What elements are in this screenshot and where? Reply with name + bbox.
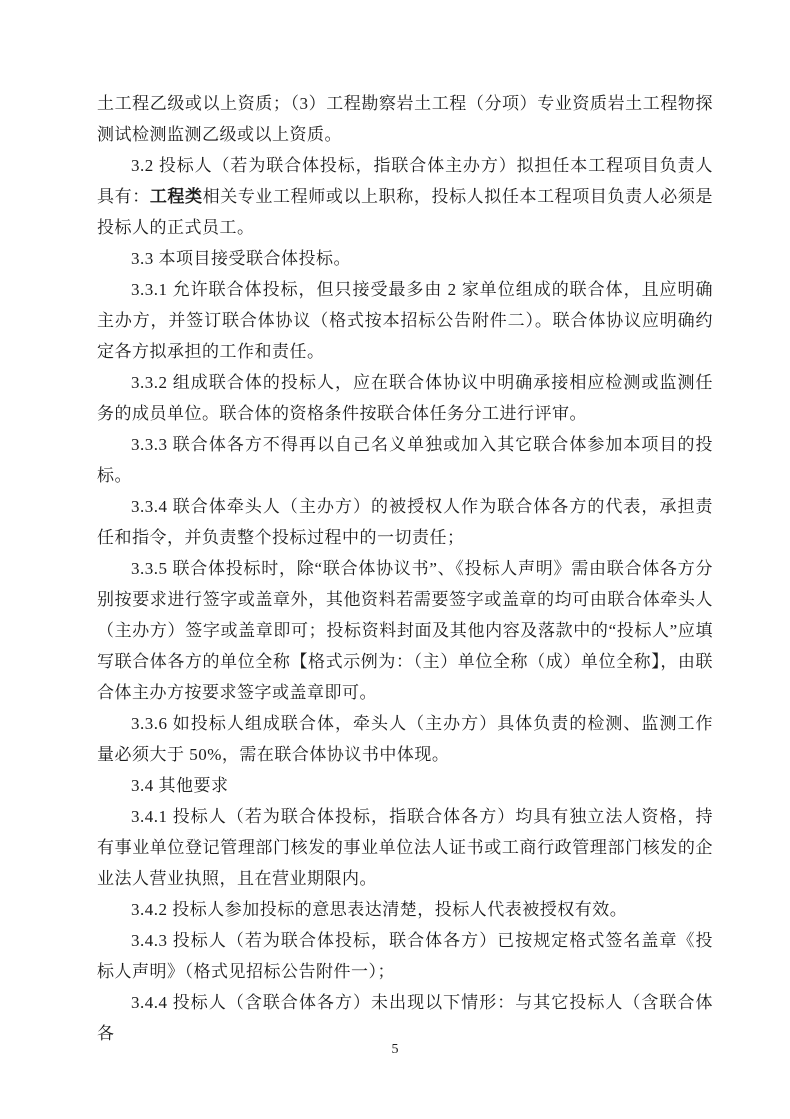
paragraph bbox=[97, 243, 713, 274]
text-run: 相关专业工程师或以上职称，投标人拟任本工程项目负责人必须是投标人的正式员工。 bbox=[97, 187, 714, 237]
text-run: 3.3 本项目接受联合体投标。 bbox=[131, 249, 351, 268]
paragraph bbox=[97, 894, 713, 925]
text-run: 3.3.6 如投标人组成联合体，牵头人（主办方）具体负责的检测、监测工作量必须大于 50%，需在联合体协议书中体现。 bbox=[97, 714, 713, 764]
paragraph bbox=[97, 150, 713, 243]
paragraph bbox=[97, 491, 713, 553]
document-body bbox=[97, 88, 713, 1049]
text-run: 3.4.3 投标人（若为联合体投标，联合体各方）已按规定格式签名盖章《投标人声明》（格式见招标公告附件一）； bbox=[97, 931, 713, 981]
text-run: 3.4.2 投标人参加投标的意思表达清楚，投标人代表被授权有效。 bbox=[131, 900, 628, 919]
text-run: 3.4.4 投标人（含联合体各方）未出现以下情形：与其它投标人（含联合体各 bbox=[97, 993, 713, 1043]
paragraph bbox=[97, 801, 713, 894]
paragraph bbox=[97, 367, 713, 429]
paragraph bbox=[97, 274, 713, 367]
page-number: 5 bbox=[391, 1042, 399, 1057]
paragraph bbox=[97, 987, 713, 1049]
text-run: 3.4.1 投标人（若为联合体投标，指联合体各方）均具有独立法人资格，持有事业单位登记管理部门核发的事业单位法人证书或工商行政管理部门核发的企业法人营业执照，且在营业期限内。 bbox=[97, 807, 713, 888]
text-run: 3.3.2 组成联合体的投标人，应在联合体协议中明确承接相应检测或监测任务的成员单位。联合体的资格条件按联合体任务分工进行评审。 bbox=[97, 373, 713, 423]
text-run: 3.3.4 联合体牵头人（主办方）的被授权人作为联合体各方的代表，承担责任和指令，并负责整个投标过程中的一切责任； bbox=[97, 497, 713, 547]
paragraph bbox=[97, 429, 713, 491]
paragraph bbox=[97, 925, 713, 987]
bold-text-run: 工程类 bbox=[149, 187, 203, 206]
text-run: 3.2 投标人（若为联合体投标，指联合体主办方）拟担任本工程项目负责人具有： bbox=[97, 156, 713, 206]
paragraph bbox=[97, 553, 713, 708]
text-run: 3.3.3 联合体各方不得再以自己名义单独或加入其它联合体参加本项目的投标。 bbox=[97, 435, 713, 485]
paragraph bbox=[97, 770, 713, 801]
text-run: 土工程乙级或以上资质；（3）工程勘察岩土工程（分项）专业资质岩土工程物探测试检测监测乙级或以上资质。 bbox=[97, 94, 713, 144]
text-run: 3.3.1 允许联合体投标，但只接受最多由 2 家单位组成的联合体，且应明确主办方，并签订联合体协议（格式按本招标公告附件二）。联合体协议应明确约定各方拟承担的工作和责任。 bbox=[97, 280, 713, 361]
text-run: 3.3.5 联合体投标时，除“联合体协议书”、《投标人声明》需由联合体各方分别按要求进行签字或盖章外，其他资料若需要签字或盖章的均可由联合体牵头人（主办方）签字或盖章即可；投标资料封面及其他内容及落款中的“投标人”应填写联合体各方的单位全称【格式示例为：（主）单位全称（成）单位全称】，由联合体主办方按要求签字或盖章即可。 bbox=[97, 559, 713, 702]
text-run: 3.4 其他要求 bbox=[131, 776, 229, 795]
paragraph bbox=[97, 88, 713, 150]
paragraph bbox=[97, 708, 713, 770]
